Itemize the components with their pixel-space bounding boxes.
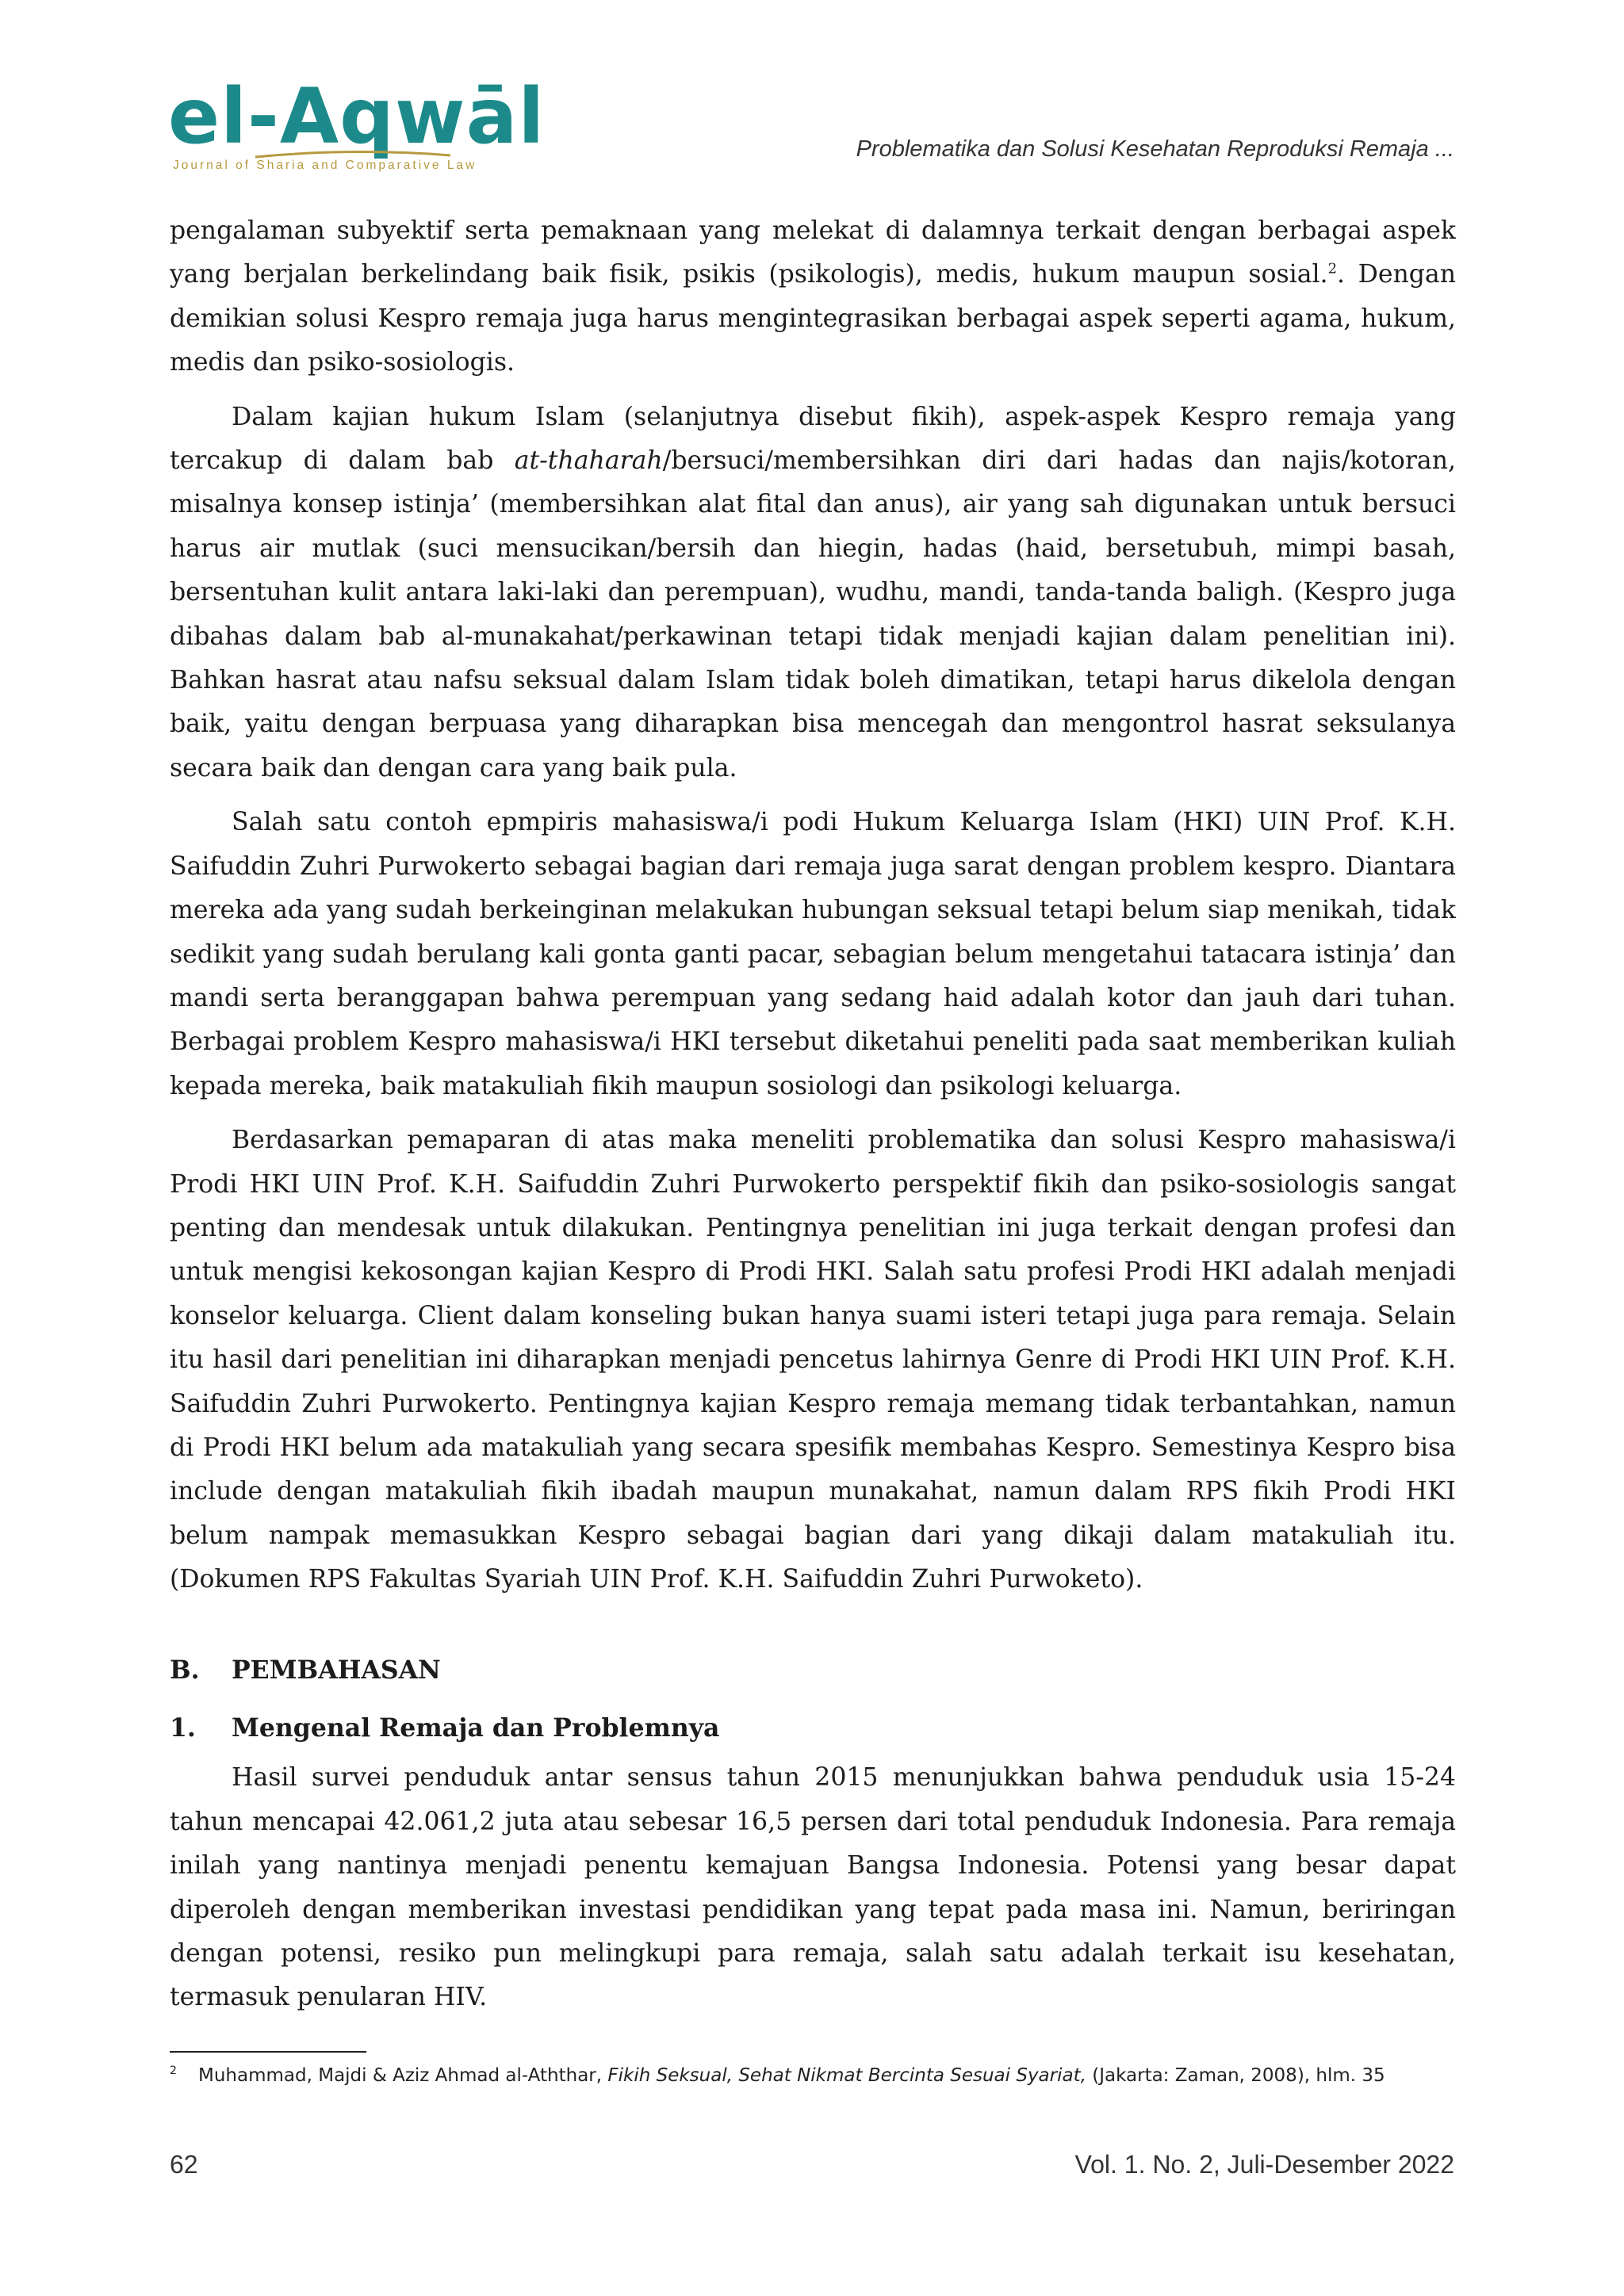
paragraph-1 — [170, 209, 1456, 385]
p2-italic-term: at-thaharah — [514, 446, 663, 476]
issue-info: Vol. 1. No. 2, Juli-Desember 2022 — [1074, 2150, 1454, 2179]
subsection-title: Mengenal Remaja dan Problemnya — [232, 1713, 720, 1743]
paragraph-5: Hasil survei penduduk antar sensus tahun 2015 menunjukkan bahwa penduduk usia 15-24 tahun mencapai 42.061,2 juta atau sebesar 16,5 persen dari total penduduk Indonesia. Para remaja inilah yang nantinya menjadi penentu kemajuan Bangsa Indonesia. Potensi yang besar dapat diperoleh dengan memberikan investasi pendidikan yang tepat pada masa ini. Namun, beriringan dengan potensi, resiko pun melingkupi para remaja, salah satu adalah terkait isu kesehatan, termasuk penularan HIV. — [170, 1763, 1456, 2012]
journal-logo — [168, 72, 546, 184]
p2-text-b: /bersuci/membersihkan diri dari hadas dan najis/kotoran, misalnya konsep istinja’ (membersihkan alat fital dan anus), air yang sah digunakan untuk bersuci harus air mutlak (suci mensucikan/bersih dan hiegin, hadas (haid, bersetubuh, mimpi basah, bersentuhan kulit antara laki-laki dan perempuan), wudhu, mandi, tanda-tanda baligh. (Kespro juga dibahas dalam bab al-munakahat/perkawinan tetapi tidak menjadi kajian dalam penelitian ini). Bahkan hasrat atau nafsu seksual dalam Islam tidak boleh dimatikan, tetapi harus dikelola dengan baik, yaitu dengan berpuasa yang diharapkan bisa mencegah dan mengontrol hasrat seksulanya secara baik dan dengan cara yang baik pula. — [170, 446, 1456, 783]
page-number: 62 — [170, 2150, 198, 2179]
footnote-italic-title: Fikih Seksual, Sehat Nikmat Bercinta Sesuai Syariat, — [607, 2065, 1086, 2086]
paragraph-4: Berdasarkan pemaparan di atas maka meneliti problematika dan solusi Kespro mahasiswa/i Prodi HKI UIN Prof. K.H. Saifuddin Zuhri Purwokerto perspektif fikih dan psiko-sosiologis sangat penting dan mendesak untuk dilakukan. Pentingnya penelitian ini juga terkait dengan profesi dan untuk mengisi kekosongan kajian Kespro di Prodi HKI. Salah satu profesi Prodi HKI adalah menjadi konselor keluarga. Client dalam konseling bukan hanya suami isteri tetapi juga para remaja. Selain itu hasil dari penelitian ini diharapkan menjadi pencetus lahirnya Genre di Prodi HKI UIN Prof. K.H. Saifuddin Zuhri Purwokerto. Pentingnya kajian Kespro remaja memang tidak terbantahkan, namun di Prodi HKI belum ada matakuliah yang secara spesifik membahas Kespro. Semestinya Kespro bisa include dengan matakuliah fikih ibadah maupun munakahat, namun dalam RPS fikih Prodi HKI belum nampak memasukkan Kespro sebagai bagian dari yang dikaji dalam matakuliah itu. (Dokumen RPS Fakultas Syariah UIN Prof. K.H. Saifuddin Zuhri Purwoketo). — [170, 1126, 1456, 1594]
footnote-text-b: (Jakarta: Zaman, 2008), hlm. 35 — [1086, 2065, 1385, 2086]
footnote-ref: 2 — [1327, 260, 1338, 277]
subsection-heading-1 — [170, 1706, 1456, 1750]
running-head: Problematika dan Solusi Kesehatan Reproduksi Remaja ... — [856, 136, 1454, 162]
p2-text-a: Dalam kajian hukum Islam (selanjutnya disebut fikih), aspek-aspek Kespro remaja yang tercakup di dalam bab — [170, 402, 1456, 476]
body-text — [170, 209, 1456, 2030]
section-number: B. — [170, 1655, 200, 1685]
p1-text-a: pengalaman subyektif serta pemaknaan yang melekat di dalamnya terkait dengan berbagai aspek yang berjalan berkelindang baik fisik, psikis (psikologis), medis, hukum maupun sosial. — [170, 216, 1456, 289]
paragraph-3: Salah satu contoh epmpiris mahasiswa/i podi Hukum Keluarga Islam (HKI) UIN Prof. K.H. Saifuddin Zuhri Purwokerto sebagai bagian dari remaja juga sarat dengan problem kespro. Diantara mereka ada yang sudah berkeinginan melakukan hubungan seksual tetapi belum siap menikah, tidak sedikit yang sudah berulang kali gonta ganti pacar, sebagian belum mengetahui tatacara istinja’ dan mandi serta beranggapan bahwa perempuan yang sedang haid adalah kotor dan jauh dari tuhan. Berbagai problem Kespro mahasiswa/i HKI tersebut diketahui peneliti pada saat memberikan kuliah kepada mereka, baik matakuliah fikih maupun sosiologi dan psikologi keluarga. — [170, 808, 1456, 1100]
footnote-rule — [170, 2051, 366, 2053]
subsection-number: 1. — [170, 1713, 196, 1743]
section-title: PEMBAHASAN — [232, 1655, 441, 1685]
paragraph-2 — [170, 396, 1456, 791]
p1-text-b: . Dengan demikian solusi Kespro remaja juga harus mengintegrasikan berbagai aspek seperti agama, hukum, medis dan psiko-sosiologis. — [170, 260, 1456, 377]
logo-text: el-Aqwāl — [168, 72, 546, 161]
logo-subtitle: Journal of Sharia and Comparative Law — [173, 159, 477, 172]
section-heading-b — [170, 1648, 1456, 1692]
footnote: 2 Muhammad, Majdi & Aziz Ahmad al-Aththar, Fikih Seksual, Sehat Nikmat Bercinta Sesuai Syariat, (Jakarta: Zaman, 2008), hlm. 35 — [170, 2064, 1385, 2086]
footnote-text-a: Muhammad, Majdi & Aziz Ahmad al-Aththar, — [198, 2065, 608, 2086]
